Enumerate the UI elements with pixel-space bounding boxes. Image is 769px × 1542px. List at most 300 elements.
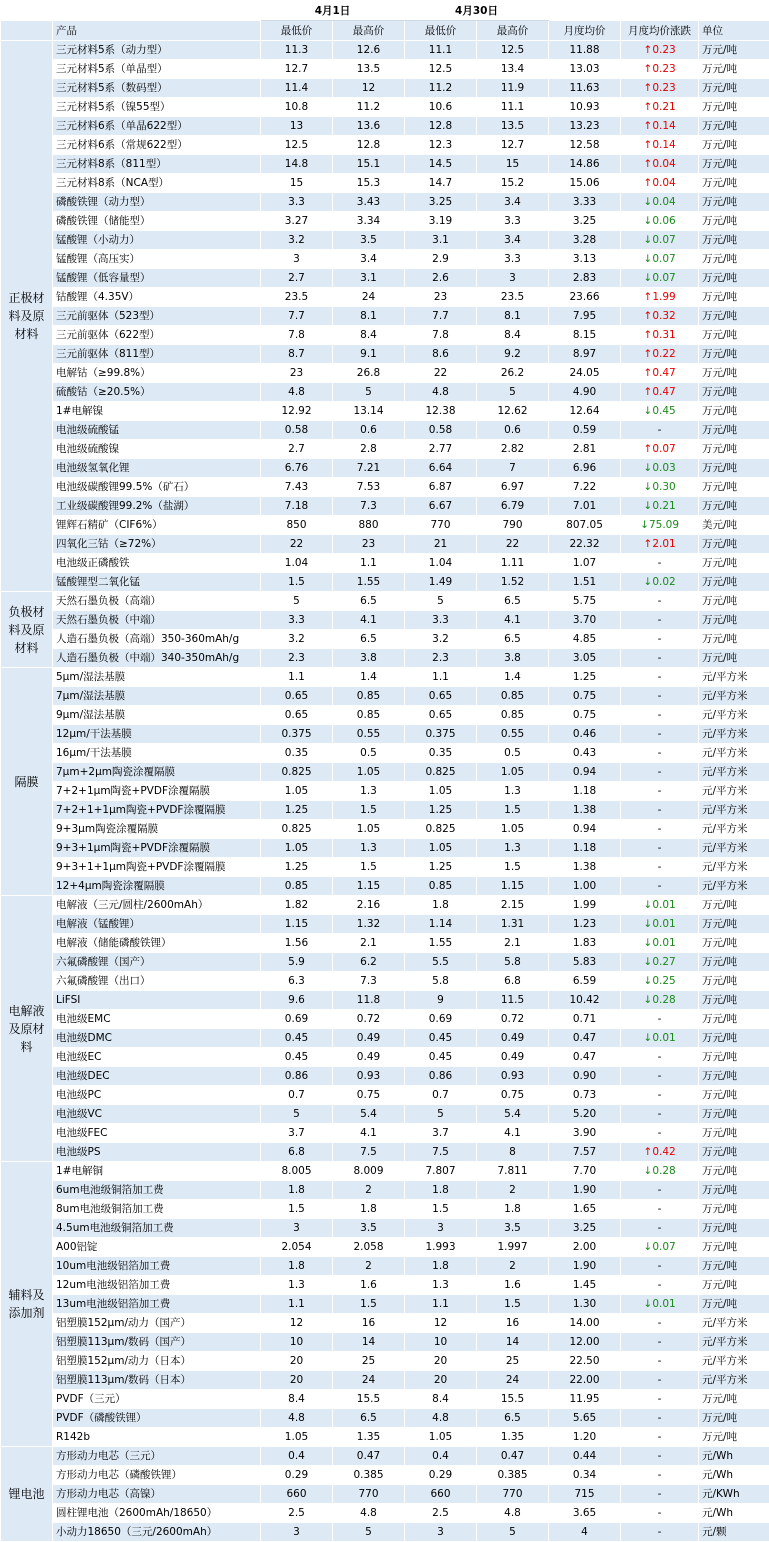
min-price-end: 0.69 xyxy=(405,1010,477,1029)
min-price-end: 1.25 xyxy=(405,858,477,877)
unit: 元/平方米 xyxy=(699,820,769,839)
min-price-end: 0.58 xyxy=(405,421,477,440)
min-price-end: 12.3 xyxy=(405,136,477,155)
product-name: 天然石墨负极（中端） xyxy=(53,611,261,630)
avg-change-value: 0.01 xyxy=(652,1032,675,1044)
unit: 万元/吨 xyxy=(699,345,769,364)
min-price-end: 8.4 xyxy=(405,1390,477,1409)
unit: 万元/吨 xyxy=(699,136,769,155)
product-name: 9μm/湿法基膜 xyxy=(53,706,261,725)
max-price-end: 0.75 xyxy=(477,1086,549,1105)
avg-change xyxy=(621,1181,699,1200)
min-price-end: 0.65 xyxy=(405,706,477,725)
table-row xyxy=(1,744,769,763)
product-name: R142b xyxy=(53,1428,261,1447)
min-price-end: 5 xyxy=(405,592,477,611)
avg-change-value: - xyxy=(658,823,662,835)
avg-change-value: - xyxy=(658,424,662,436)
monthly-avg: 1.20 xyxy=(549,1428,621,1447)
avg-change-value: - xyxy=(658,1507,662,1519)
avg-change xyxy=(621,231,699,250)
monthly-avg: 1.90 xyxy=(549,1181,621,1200)
product-name: 6um电池级铜箔加工费 xyxy=(53,1181,261,1200)
table-row xyxy=(1,60,769,79)
monthly-avg: 3.70 xyxy=(549,611,621,630)
min-price-end: 770 xyxy=(405,516,477,535)
product-name: 10um电池级铝箔加工费 xyxy=(53,1257,261,1276)
min-price-start: 3 xyxy=(261,1219,333,1238)
avg-change xyxy=(621,288,699,307)
max-price-end: 0.72 xyxy=(477,1010,549,1029)
unit: 元/平方米 xyxy=(699,668,769,687)
monthly-avg: 13.03 xyxy=(549,60,621,79)
monthly-avg: 1.18 xyxy=(549,782,621,801)
monthly-avg: 3.90 xyxy=(549,1124,621,1143)
avg-change-value: 0.21 xyxy=(652,500,675,512)
max-price-end: 6.79 xyxy=(477,497,549,516)
unit: 元/平方米 xyxy=(699,782,769,801)
avg-change xyxy=(621,687,699,706)
product-name: 方形动力电芯（磷酸铁锂） xyxy=(53,1466,261,1485)
unit: 万元/吨 xyxy=(699,554,769,573)
table-row xyxy=(1,649,769,668)
unit: 万元/吨 xyxy=(699,592,769,611)
min-price-start: 2.7 xyxy=(261,440,333,459)
min-price-end: 6.64 xyxy=(405,459,477,478)
max-price-end: 1.5 xyxy=(477,858,549,877)
product-name: 电池级正磷酸铁 xyxy=(53,554,261,573)
max-price-start: 9.1 xyxy=(333,345,405,364)
max-price-end: 15 xyxy=(477,155,549,174)
max-price-start: 5.4 xyxy=(333,1105,405,1124)
min-price-end: 1.993 xyxy=(405,1238,477,1257)
avg-change-value: 0.04 xyxy=(652,158,675,170)
avg-change xyxy=(621,440,699,459)
min-price-start: 1.15 xyxy=(261,915,333,934)
product-name: 电池级EC xyxy=(53,1048,261,1067)
monthly-avg: 8.15 xyxy=(549,326,621,345)
product-name: 电池级DMC xyxy=(53,1029,261,1048)
product-name: 电解钴（≥99.8%） xyxy=(53,364,261,383)
avg-change-value: - xyxy=(658,690,662,702)
avg-change xyxy=(621,706,699,725)
min-price-start: 3.3 xyxy=(261,611,333,630)
avg-change-value: - xyxy=(658,747,662,759)
product-name: 方形动力电芯（三元） xyxy=(53,1447,261,1466)
date-end: 4月30日 xyxy=(405,1,549,21)
monthly-avg: 0.43 xyxy=(549,744,621,763)
min-price-end: 7.807 xyxy=(405,1162,477,1181)
avg-change-value: - xyxy=(658,1431,662,1443)
min-price-start: 0.86 xyxy=(261,1067,333,1086)
max-price-end: 3.8 xyxy=(477,649,549,668)
category-label: 负极材料及原材料 xyxy=(1,592,53,668)
max-price-start: 16 xyxy=(333,1314,405,1333)
min-price-start: 14.8 xyxy=(261,155,333,174)
min-price-start: 11.4 xyxy=(261,79,333,98)
max-price-start: 12.6 xyxy=(333,41,405,60)
min-price-end: 3.1 xyxy=(405,231,477,250)
unit: 万元/吨 xyxy=(699,117,769,136)
unit: 万元/吨 xyxy=(699,440,769,459)
unit: 元/平方米 xyxy=(699,801,769,820)
min-price-start: 1.05 xyxy=(261,839,333,858)
avg-change xyxy=(621,972,699,991)
unit: 元/平方米 xyxy=(699,1314,769,1333)
unit: 万元/吨 xyxy=(699,1010,769,1029)
min-price-start: 1.1 xyxy=(261,668,333,687)
avg-change xyxy=(621,212,699,231)
max-price-end: 8 xyxy=(477,1143,549,1162)
min-price-end: 2.5 xyxy=(405,1504,477,1523)
monthly-avg: 0.47 xyxy=(549,1029,621,1048)
max-price-start: 15.5 xyxy=(333,1390,405,1409)
product-name: 三元材料5系（动力型） xyxy=(53,41,261,60)
avg-change xyxy=(621,839,699,858)
table-row xyxy=(1,1048,769,1067)
min-price-end: 0.45 xyxy=(405,1048,477,1067)
min-price-end: 9 xyxy=(405,991,477,1010)
unit: 万元/吨 xyxy=(699,155,769,174)
avg-change xyxy=(621,402,699,421)
avg-change xyxy=(621,98,699,117)
monthly-avg: 0.59 xyxy=(549,421,621,440)
min-price-start: 12.7 xyxy=(261,60,333,79)
min-price-start: 7.8 xyxy=(261,326,333,345)
min-price-start: 23.5 xyxy=(261,288,333,307)
avg-change-value: 0.07 xyxy=(652,234,675,246)
arrow-up-icon: ↑ xyxy=(643,60,652,78)
max-price-end: 24 xyxy=(477,1371,549,1390)
avg-change xyxy=(621,1314,699,1333)
min-price-end: 1.5 xyxy=(405,1200,477,1219)
max-price-end: 770 xyxy=(477,1485,549,1504)
unit: 万元/吨 xyxy=(699,1048,769,1067)
min-price-end: 4.8 xyxy=(405,1409,477,1428)
arrow-up-icon: ↑ xyxy=(643,535,652,553)
unit: 万元/吨 xyxy=(699,1105,769,1124)
avg-change xyxy=(621,1523,699,1542)
avg-change-value: - xyxy=(658,1203,662,1215)
avg-change-value: - xyxy=(658,1488,662,1500)
monthly-avg: 8.97 xyxy=(549,345,621,364)
max-price-end: 16 xyxy=(477,1314,549,1333)
avg-change xyxy=(621,630,699,649)
table-row xyxy=(1,288,769,307)
monthly-avg: 0.75 xyxy=(549,706,621,725)
monthly-avg: 13.23 xyxy=(549,117,621,136)
arrow-down-icon: ↓ xyxy=(643,1029,652,1047)
unit: 万元/吨 xyxy=(699,934,769,953)
max-price-start: 26.8 xyxy=(333,364,405,383)
min-price-start: 0.29 xyxy=(261,1466,333,1485)
product-name: 铝塑膜152μm/动力（国产） xyxy=(53,1314,261,1333)
arrow-up-icon: ↑ xyxy=(643,1143,652,1161)
max-price-start: 5 xyxy=(333,383,405,402)
table-row xyxy=(1,516,769,535)
max-price-start: 3.1 xyxy=(333,269,405,288)
max-price-end: 3.3 xyxy=(477,250,549,269)
avg-change xyxy=(621,1219,699,1238)
avg-change-value: 75.09 xyxy=(649,519,679,531)
max-price-end: 13.5 xyxy=(477,117,549,136)
unit: 万元/吨 xyxy=(699,1181,769,1200)
product-name: 四氧化三钴（≥72%） xyxy=(53,535,261,554)
monthly-avg: 11.95 xyxy=(549,1390,621,1409)
monthly-avg: 0.73 xyxy=(549,1086,621,1105)
monthly-avg: 1.23 xyxy=(549,915,621,934)
avg-change xyxy=(621,1124,699,1143)
max-price-start: 13.5 xyxy=(333,60,405,79)
table-row xyxy=(1,725,769,744)
unit: 万元/吨 xyxy=(699,326,769,345)
arrow-down-icon: ↓ xyxy=(643,991,652,1009)
avg-change xyxy=(621,649,699,668)
monthly-avg: 1.38 xyxy=(549,801,621,820)
product-name: 电池级PS xyxy=(53,1143,261,1162)
min-price-start: 0.375 xyxy=(261,725,333,744)
monthly-avg: 15.06 xyxy=(549,174,621,193)
min-price-start: 0.65 xyxy=(261,687,333,706)
arrow-down-icon: ↓ xyxy=(643,250,652,268)
max-price-start: 24 xyxy=(333,288,405,307)
avg-change-value: - xyxy=(658,1108,662,1120)
unit: 万元/吨 xyxy=(699,269,769,288)
unit: 万元/吨 xyxy=(699,1124,769,1143)
monthly-avg: 1.90 xyxy=(549,1257,621,1276)
min-price-start: 660 xyxy=(261,1485,333,1504)
min-price-start: 20 xyxy=(261,1371,333,1390)
max-price-start: 880 xyxy=(333,516,405,535)
date-row xyxy=(1,1,769,21)
max-price-end: 1.8 xyxy=(477,1200,549,1219)
arrow-down-icon: ↓ xyxy=(643,459,652,477)
monthly-avg: 3.28 xyxy=(549,231,621,250)
avg-change-value: 0.45 xyxy=(652,405,675,417)
table-row xyxy=(1,41,769,60)
table-row xyxy=(1,535,769,554)
avg-change xyxy=(621,1295,699,1314)
min-price-end: 14.5 xyxy=(405,155,477,174)
min-price-start: 7.18 xyxy=(261,497,333,516)
max-price-end: 1.31 xyxy=(477,915,549,934)
avg-change-value: 1.99 xyxy=(652,291,675,303)
table-row xyxy=(1,117,769,136)
monthly-avg: 3.65 xyxy=(549,1504,621,1523)
table-row xyxy=(1,497,769,516)
min-price-start: 1.3 xyxy=(261,1276,333,1295)
min-price-end: 10 xyxy=(405,1333,477,1352)
unit: 万元/吨 xyxy=(699,1219,769,1238)
table-row xyxy=(1,402,769,421)
unit: 元/平方米 xyxy=(699,706,769,725)
table-row xyxy=(1,1067,769,1086)
arrow-up-icon: ↑ xyxy=(643,345,652,363)
avg-change xyxy=(621,497,699,516)
monthly-avg: 0.71 xyxy=(549,1010,621,1029)
max-price-end: 23.5 xyxy=(477,288,549,307)
avg-change xyxy=(621,1390,699,1409)
monthly-avg: 12.00 xyxy=(549,1333,621,1352)
product-name: 电池级氢氧化锂 xyxy=(53,459,261,478)
min-price-end: 1.05 xyxy=(405,782,477,801)
arrow-down-icon: ↓ xyxy=(643,972,652,990)
max-price-end: 0.93 xyxy=(477,1067,549,1086)
table-row xyxy=(1,459,769,478)
arrow-down-icon: ↓ xyxy=(643,915,652,933)
min-price-end: 5.5 xyxy=(405,953,477,972)
product-name: 圆柱锂电池（2600mAh/18650） xyxy=(53,1504,261,1523)
table-row xyxy=(1,592,769,611)
max-price-start: 2.1 xyxy=(333,934,405,953)
avg-change-value: 0.31 xyxy=(652,329,675,341)
max-price-end: 12.62 xyxy=(477,402,549,421)
header-min-end: 最低价 xyxy=(405,21,477,41)
monthly-avg: 0.90 xyxy=(549,1067,621,1086)
price-table-body xyxy=(1,1,769,1542)
max-price-end: 11.9 xyxy=(477,79,549,98)
avg-change xyxy=(621,1371,699,1390)
max-price-end: 12.5 xyxy=(477,41,549,60)
unit: 万元/吨 xyxy=(699,98,769,117)
avg-change-value: - xyxy=(658,1184,662,1196)
header-avg-change: 月度均价涨跌 xyxy=(621,21,699,41)
max-price-start: 7.3 xyxy=(333,972,405,991)
monthly-avg: 6.96 xyxy=(549,459,621,478)
max-price-end: 0.47 xyxy=(477,1447,549,1466)
avg-change-value: 0.04 xyxy=(652,196,675,208)
unit: 万元/吨 xyxy=(699,174,769,193)
max-price-start: 7.3 xyxy=(333,497,405,516)
min-price-end: 7.7 xyxy=(405,307,477,326)
min-price-start: 7.43 xyxy=(261,478,333,497)
unit: 万元/吨 xyxy=(699,649,769,668)
product-name: 铝塑膜113μm/数码（国产） xyxy=(53,1333,261,1352)
min-price-end: 1.1 xyxy=(405,668,477,687)
arrow-down-icon: ↓ xyxy=(643,896,652,914)
product-name: 电池级碳酸锂99.5%（矿石） xyxy=(53,478,261,497)
avg-change xyxy=(621,383,699,402)
min-price-start: 3.2 xyxy=(261,231,333,250)
table-row xyxy=(1,915,769,934)
avg-change-value: - xyxy=(658,1127,662,1139)
product-name: 锰酸锂（低容量型） xyxy=(53,269,261,288)
max-price-end: 3 xyxy=(477,269,549,288)
table-row xyxy=(1,1086,769,1105)
min-price-start: 1.8 xyxy=(261,1257,333,1276)
avg-change-value: 0.21 xyxy=(652,101,675,113)
unit: 万元/吨 xyxy=(699,1276,769,1295)
min-price-end: 1.49 xyxy=(405,573,477,592)
unit: 万元/吨 xyxy=(699,1162,769,1181)
product-name: 磷酸铁锂（动力型） xyxy=(53,193,261,212)
table-row xyxy=(1,1409,769,1428)
avg-change-value: 0.23 xyxy=(652,44,675,56)
unit: 万元/吨 xyxy=(699,1390,769,1409)
product-name: 三元材料5系（数码型） xyxy=(53,79,261,98)
unit: 万元/吨 xyxy=(699,573,769,592)
avg-change-value: 0.01 xyxy=(652,937,675,949)
avg-change-value: - xyxy=(658,1450,662,1462)
monthly-avg: 10.93 xyxy=(549,98,621,117)
avg-change-value: 0.02 xyxy=(652,576,675,588)
arrow-up-icon: ↑ xyxy=(643,79,652,97)
table-row xyxy=(1,1504,769,1523)
product-name: 天然石墨负极（高端） xyxy=(53,592,261,611)
product-name: 锰酸锂（高压实） xyxy=(53,250,261,269)
avg-change xyxy=(621,782,699,801)
avg-change xyxy=(621,516,699,535)
min-price-start: 6.8 xyxy=(261,1143,333,1162)
table-row xyxy=(1,193,769,212)
arrow-up-icon: ↑ xyxy=(643,41,652,59)
avg-change xyxy=(621,744,699,763)
max-price-start: 2.058 xyxy=(333,1238,405,1257)
max-price-end: 1.4 xyxy=(477,668,549,687)
max-price-start: 2 xyxy=(333,1257,405,1276)
min-price-start: 9.6 xyxy=(261,991,333,1010)
category-label: 锂电池 xyxy=(1,1447,53,1542)
monthly-avg: 0.44 xyxy=(549,1447,621,1466)
max-price-start: 8.1 xyxy=(333,307,405,326)
header-max-end: 最高价 xyxy=(477,21,549,41)
unit: 元/平方米 xyxy=(699,763,769,782)
arrow-down-icon: ↓ xyxy=(643,269,652,287)
max-price-start: 3.5 xyxy=(333,231,405,250)
table-row xyxy=(1,1447,769,1466)
table-row xyxy=(1,212,769,231)
avg-change xyxy=(621,1029,699,1048)
table-row xyxy=(1,250,769,269)
min-price-start: 1.5 xyxy=(261,573,333,592)
product-name: 9+3+1μm陶瓷+PVDF涂覆隔膜 xyxy=(53,839,261,858)
product-name: 硫酸钴（≥20.5%） xyxy=(53,383,261,402)
product-name: 7+2+1+1μm陶瓷+PVDF涂覆隔膜 xyxy=(53,801,261,820)
product-name: 7+2+1μm陶瓷+PVDF涂覆隔膜 xyxy=(53,782,261,801)
min-price-end: 6.67 xyxy=(405,497,477,516)
avg-change xyxy=(621,1143,699,1162)
table-row xyxy=(1,953,769,972)
unit: 万元/吨 xyxy=(699,896,769,915)
avg-change-value: 0.47 xyxy=(652,386,675,398)
max-price-start: 1.15 xyxy=(333,877,405,896)
max-price-start: 8.009 xyxy=(333,1162,405,1181)
min-price-start: 1.1 xyxy=(261,1295,333,1314)
max-price-end: 0.49 xyxy=(477,1029,549,1048)
max-price-end: 0.385 xyxy=(477,1466,549,1485)
product-name: 三元材料8系（811型） xyxy=(53,155,261,174)
max-price-end: 2 xyxy=(477,1181,549,1200)
unit: 元/Wh xyxy=(699,1504,769,1523)
avg-change xyxy=(621,1466,699,1485)
monthly-avg: 7.57 xyxy=(549,1143,621,1162)
min-price-end: 20 xyxy=(405,1371,477,1390)
max-price-start: 4.8 xyxy=(333,1504,405,1523)
max-price-start: 0.93 xyxy=(333,1067,405,1086)
max-price-end: 2.15 xyxy=(477,896,549,915)
table-row xyxy=(1,972,769,991)
max-price-start: 0.6 xyxy=(333,421,405,440)
min-price-end: 3 xyxy=(405,1219,477,1238)
avg-change-value: - xyxy=(658,614,662,626)
monthly-avg: 1.38 xyxy=(549,858,621,877)
arrow-down-icon: ↓ xyxy=(643,497,652,515)
product-name: 电池级硫酸镍 xyxy=(53,440,261,459)
unit: 元/Wh xyxy=(699,1466,769,1485)
max-price-end: 11.5 xyxy=(477,991,549,1010)
product-name: 锂辉石精矿（CIF6%） xyxy=(53,516,261,535)
avg-change-value: 0.07 xyxy=(652,1241,675,1253)
